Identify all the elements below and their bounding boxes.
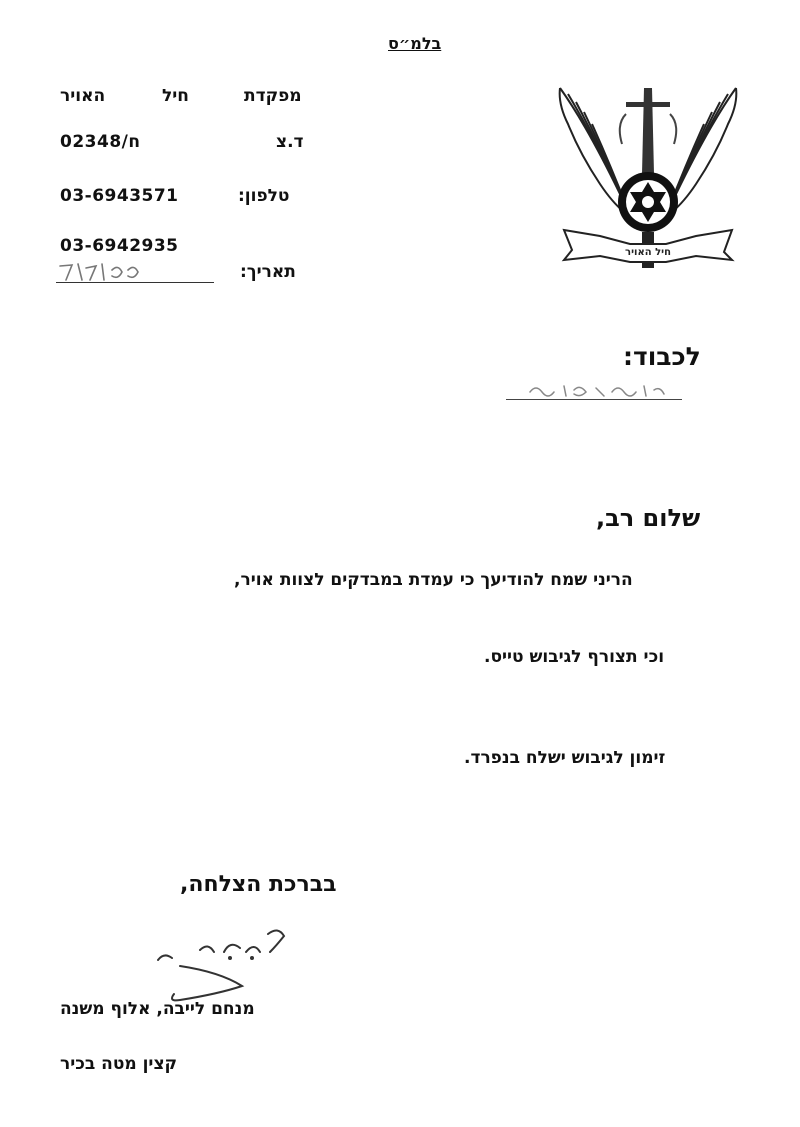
greeting: שלום רב,: [596, 504, 701, 532]
date-label: תאריך:: [240, 262, 296, 282]
handwritten-recipient-scribble: [520, 378, 670, 402]
body-line-3: זימון לגיבוש ישלח בנפרד.: [464, 748, 666, 768]
recipient-label: לכבוד:: [623, 342, 701, 371]
signatory-name-rank: מנחם לייבה, אלוף משנה: [60, 999, 255, 1019]
reference-value: 02348/ח: [60, 132, 141, 152]
emblem-inscription: חיל האויר: [625, 247, 671, 258]
israeli-air-force-emblem-icon: [556, 84, 740, 274]
body-line-2: וכי תצורף לגיבוש טייס.: [484, 647, 665, 667]
phone-label: טלפון:: [238, 186, 290, 206]
headquarters-word-3: האויר: [60, 86, 106, 106]
phone-number-1: 03-6943571: [60, 186, 179, 206]
classification-mark: בלמ״ס: [388, 34, 442, 53]
signatory-title: קצין מטה בכיר: [60, 1054, 178, 1074]
phone-number-2: 03-6942935: [60, 236, 179, 256]
closing: בברכת הצלחה,: [180, 872, 337, 897]
handwritten-signature: [150, 922, 300, 1008]
body-line-1: הריני שמח להודיעך כי עמדת במבדקים לצוות אויר,: [234, 570, 633, 590]
handwritten-date-scribble: [56, 260, 156, 284]
reference-label: ד.צ: [276, 132, 304, 152]
headquarters-word-2: חיל: [162, 86, 189, 106]
headquarters-word-1: מפקדת: [244, 86, 302, 106]
